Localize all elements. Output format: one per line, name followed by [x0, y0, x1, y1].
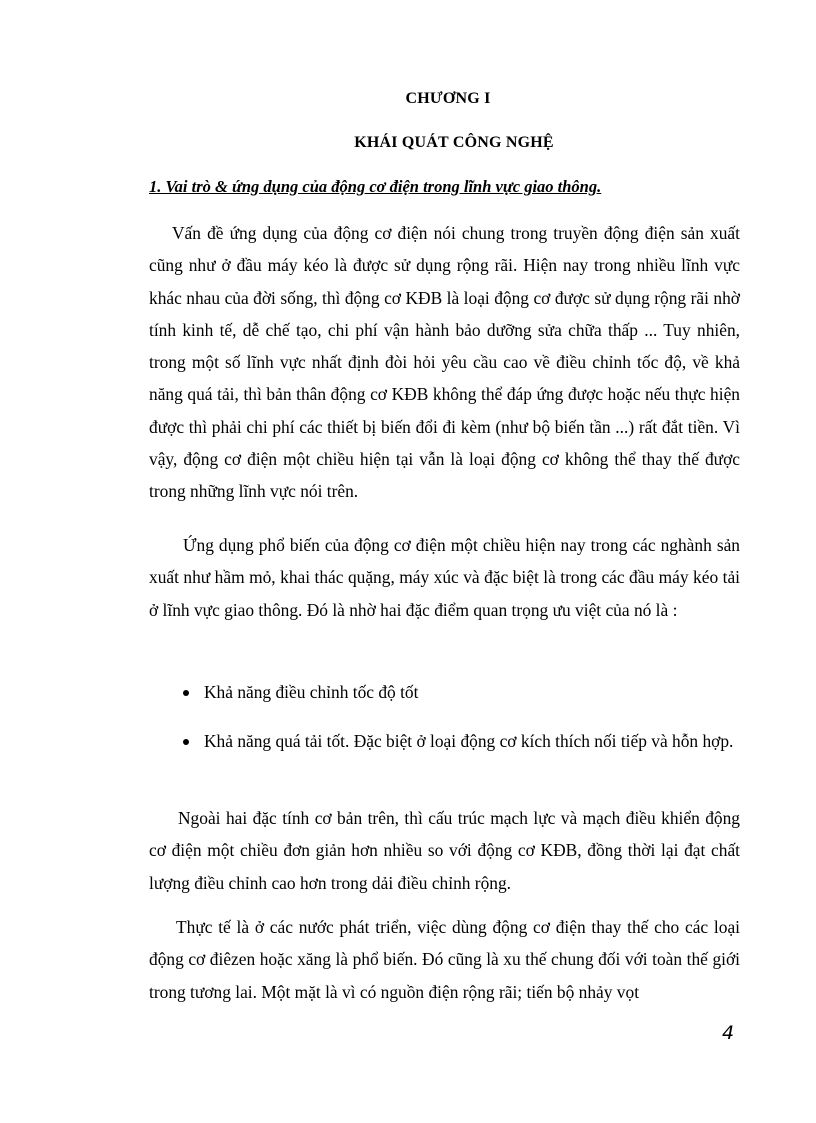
body-paragraph: Ứng dụng phổ biến của động cơ điện một chiều hiện nay trong các nghành sản xuất như hầm mỏ, khai thác quặng, máy xúc và đặc biệt là trong các đầu máy kéo tải ở lĩnh vực giao thông. Đó là nhờ hai đặc điểm quan trọng ưu việt của nó là :: [149, 535, 740, 620]
body-paragraph-2-container: [149, 529, 740, 626]
bullet-item: [149, 676, 740, 708]
body-paragraph-4-container: [149, 911, 740, 1008]
bullet-list-2: [149, 725, 740, 757]
bullet-dot-icon: [183, 739, 189, 745]
body-paragraph: Thực tế là ở các nước phát triển, việc dùng động cơ điện thay thế cho các loại động cơ điêzen hoặc xăng là phổ biến. Đó cũng là xu thế chung đối với toàn thế giới trong tương lai. Một mặt là vì có nguồn điện rộng rãi; tiến bộ nhảy vọt: [149, 917, 740, 1002]
bullet-list-1: [149, 676, 740, 708]
page-number: 4: [722, 1022, 735, 1044]
bullet-text: Khả năng quá tải tốt. Đặc biệt ở loại động cơ kích thích nối tiếp và hỗn hợp.: [204, 731, 734, 751]
body-paragraph-1-container: [149, 217, 740, 508]
bullet-text: Khả năng điều chỉnh tốc độ tốt: [204, 682, 419, 702]
section-heading: 1. Vai trò & ứng dụng của động cơ điện trong lĩnh vực giao thông.: [149, 177, 602, 196]
chapter-title: KHÁI QUÁT CÔNG NGHỆ: [354, 134, 554, 151]
body-paragraph: Ngoài hai đặc tính cơ bản trên, thì cấu trúc mạch lực và mạch điều khiển động cơ điện một chiều đơn giản hơn nhiều so với động cơ KĐB, đồng thời lại đạt chất lượng điều chỉnh cao hơn trong dải điều chỉnh rộng.: [149, 808, 740, 893]
body-paragraph-3-container: [149, 802, 740, 899]
body-paragraph: Vấn đề ứng dụng của động cơ điện nói chung trong truyền động điện sản xuất cũng như ở đầu máy kéo là được sử dụng rộng rãi. Hiện nay trong nhiều lĩnh vực khác nhau của đời sống, thì động cơ KĐB là loại động cơ được sử dụng rộng rãi nhờ tính kinh tế, dễ chế tạo, chi phí vận hành bảo dưỡng sửa chữa thấp ... Tuy nhiên, trong một số lĩnh vực nhất định đòi hỏi yêu cầu cao về điều chỉnh tốc độ, về khả năng quá tải, thì bản thân động cơ KĐB không thể đáp ứng được hoặc nếu thực hiện được thì phải chi phí các thiết bị biến đổi đi kèm (như bộ biến tần ...) rất đắt tiền. Vì vậy, động cơ điện một chiều hiện tại vẫn là loại động cơ không thể thay thế được trong những lĩnh vực nói trên.: [149, 223, 740, 502]
chapter-label: CHƯƠNG I: [405, 90, 491, 107]
bullet-item: [149, 725, 740, 757]
bullet-dot-icon: [183, 690, 189, 696]
